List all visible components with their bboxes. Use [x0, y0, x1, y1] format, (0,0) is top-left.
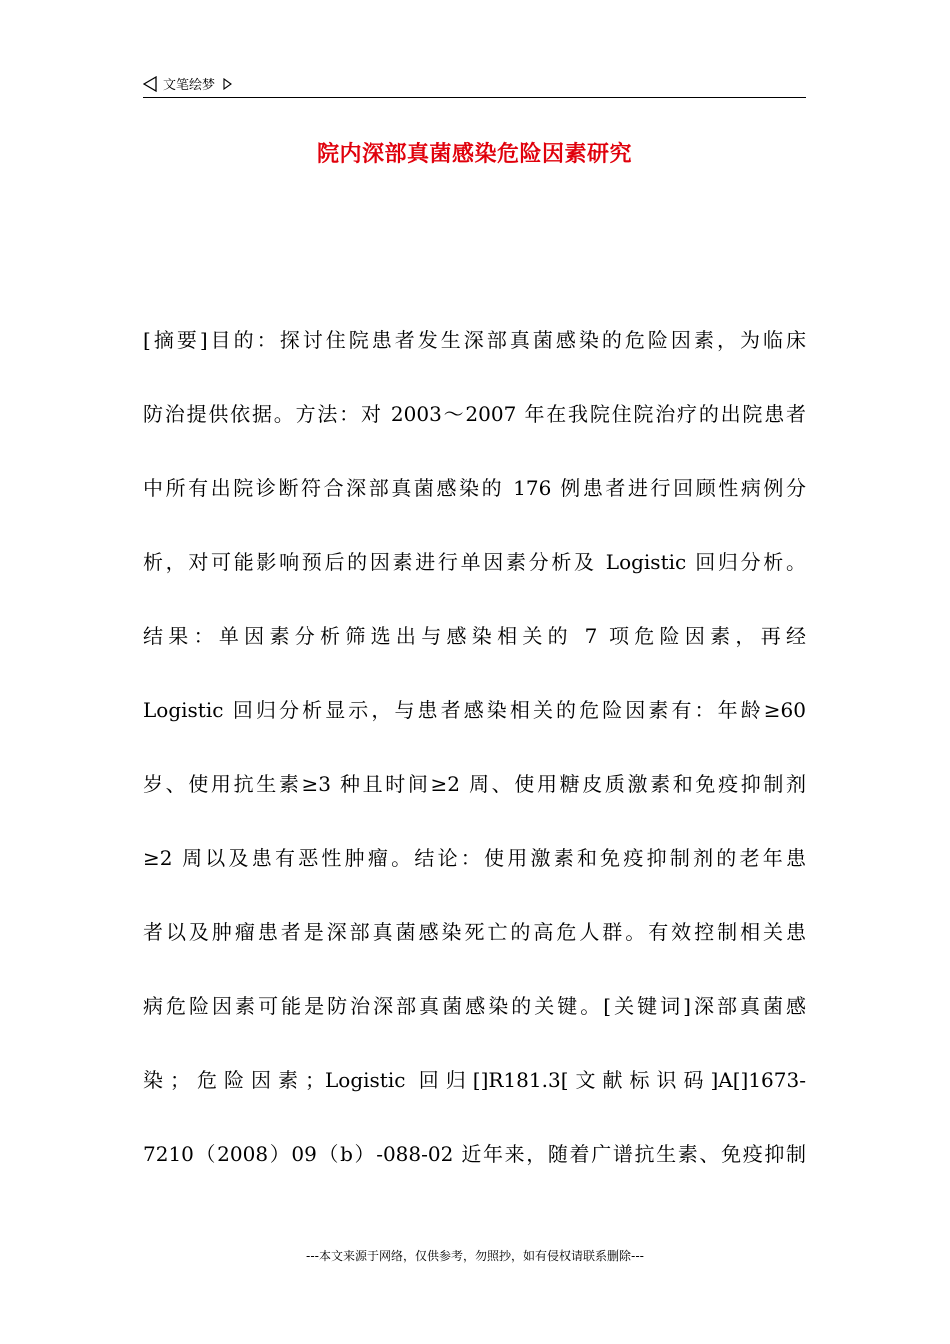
- body-line: 染；危险因素；Logistic 回归[]R181.3[文献标识码]A[]1673-: [143, 1068, 806, 1092]
- body-line: 中所有出院诊断符合深部真菌感染的 176 例患者进行回顾性病例分: [143, 476, 806, 500]
- body-line: 7210（2008）09（b）-088-02 近年来，随着广谱抗生素、免疫抑制: [143, 1142, 806, 1166]
- body-line: 析，对可能影响预后的因素进行单因素分析及 Logistic 回归分析。: [143, 550, 806, 574]
- header: [143, 74, 232, 93]
- triangle-right-icon: [223, 78, 232, 90]
- body-line: 者以及肿瘤患者是深部真菌感染死亡的高危人群。有效控制相关患: [143, 920, 806, 944]
- body-line: 病危险因素可能是防治深部真菌感染的关键。[关键词]深部真菌感: [143, 994, 806, 1018]
- body-line: 结果：单因素分析筛选出与感染相关的 7 项危险因素，再经: [143, 624, 806, 648]
- triangle-left-icon: [143, 76, 157, 92]
- document-body: [143, 320, 806, 1208]
- document-title: 院内深部真菌感染危险因素研究: [316, 142, 632, 167]
- body-line: 防治提供依据。方法：对 2003～2007 年在我院住院治疗的出院患者: [143, 402, 806, 426]
- body-line: [摘要]目的：探讨住院患者发生深部真菌感染的危险因素，为临床: [143, 328, 806, 352]
- body-line: Logistic 回归分析显示，与患者感染相关的危险因素有：年龄≥60: [143, 698, 806, 722]
- body-line: ≥2 周以及患有恶性肿瘤。结论：使用激素和免疫抑制剂的老年患: [143, 846, 806, 870]
- header-label: 文笔绘梦: [163, 78, 216, 93]
- footer-disclaimer: ---本文来源于网络，仅供参考，勿照抄，如有侵权请联系删除---: [306, 1249, 644, 1263]
- header-divider: [143, 97, 806, 98]
- body-line: 岁、使用抗生素≥3 种且时间≥2 周、使用糖皮质激素和免疫抑制剂: [143, 772, 806, 796]
